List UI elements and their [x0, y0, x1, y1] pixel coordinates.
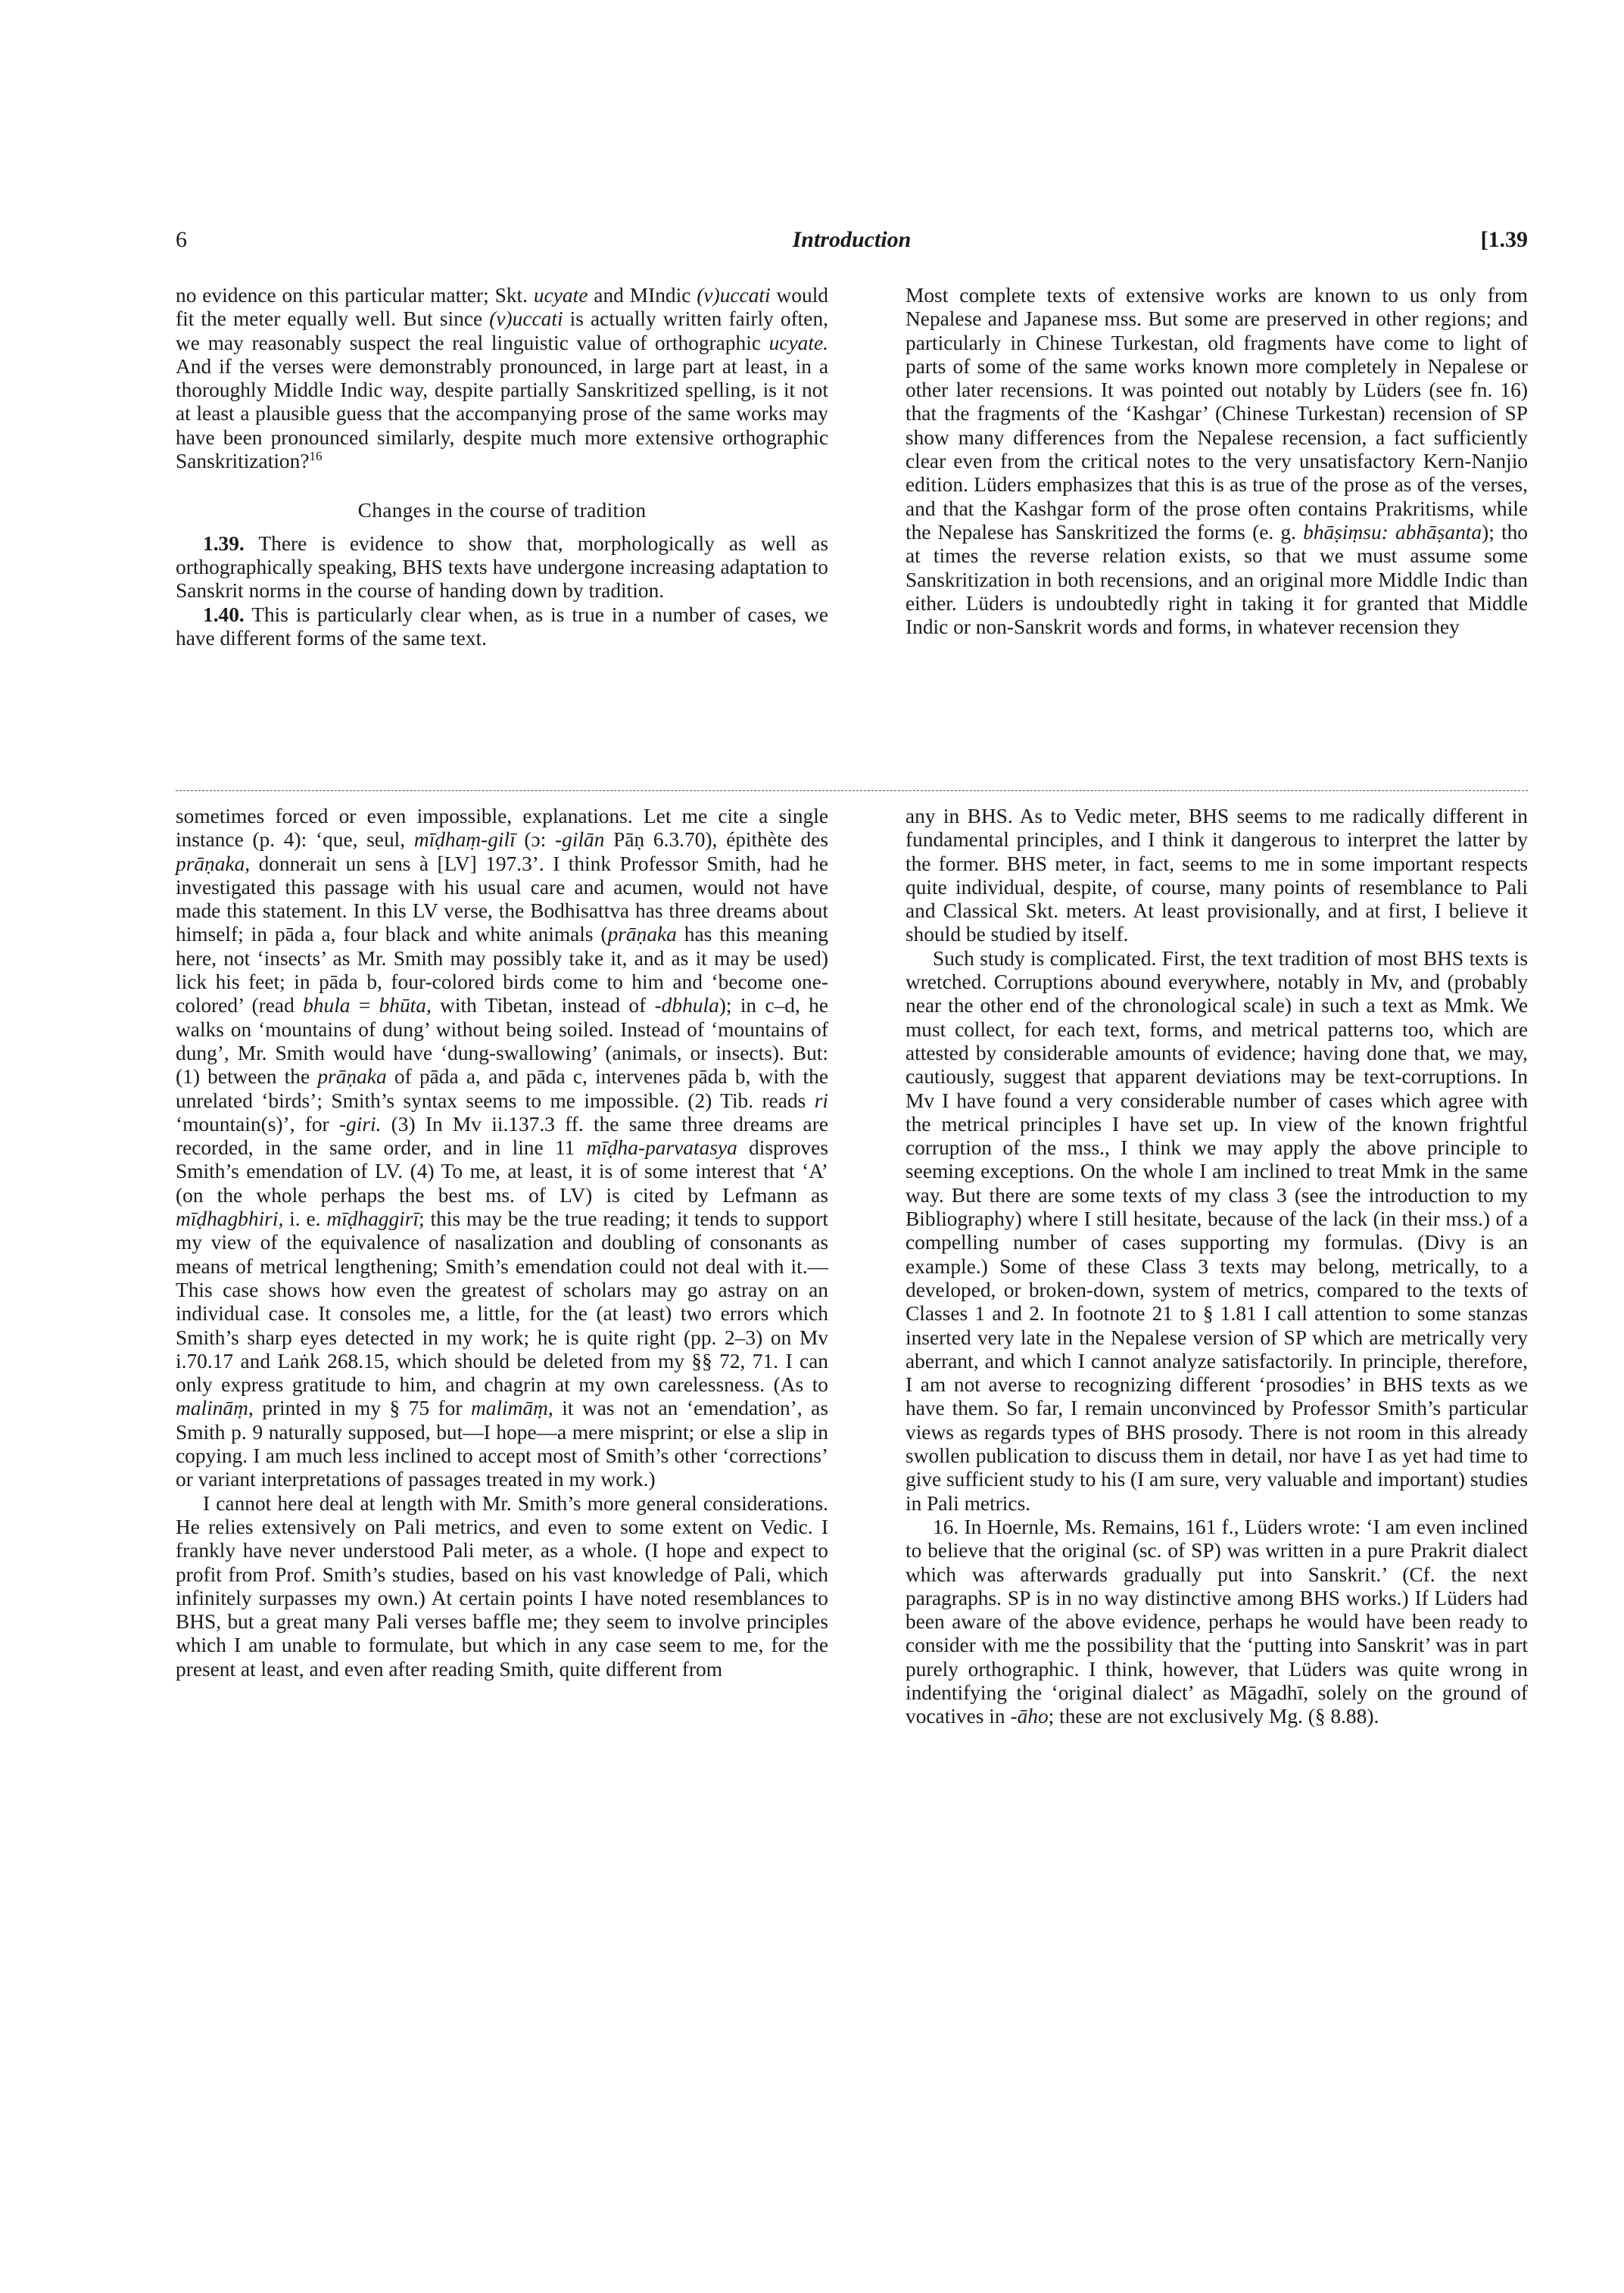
text-run: ; this may be the true reading; it tends to support my view of the equivalence of nasalization and doubling of consonants as means of metrical lengthening; Smith’s emendation could not deal with it.—This case shows how even the greatest of scholars may go astray on an individual case. It consoles me, a little, for the (at least) two errors which Smith’s sharp eyes detected in my work; he is quite right (pp. 2–3) on Mv i.70.17 and Laṅk 268.15, which should be deleted from my §§ 72, 71. I can only express gratitude to him, and chagrin at my own carelessness. (As to [176, 1207, 828, 1397]
text-run: sometimes forced or even impossible, explanations. Let me cite a single instance (p. 4): ‘que, seul, [176, 805, 828, 852]
italic-term: mīḍha-parvatasya [586, 1136, 737, 1160]
italic-term: prāṇaka, [176, 852, 251, 875]
italic-term: prāṇaka [607, 923, 677, 946]
text-run: This is particularly clear when, as is true in a number of cases, we have different forms of the same text. [176, 603, 828, 650]
italic-term: malimāṃ, [470, 1397, 553, 1420]
text-run: There is evidence to show that, morphologically as well as orthographically speaking, BHS texts have undergone increasing adaptation to Sanskrit norms in the course of handing down by tradition. [176, 531, 828, 603]
text-run: ; these are not exclusively Mg. (§ 8.88). [1048, 1705, 1379, 1728]
body-column-right [906, 284, 1528, 639]
italic-term: -gilān [555, 828, 605, 852]
footnote-16 [906, 1516, 1528, 1729]
footnote-paragraph: any in BHS. As to Vedic meter, BHS seems to me radically different in fundamental principles, and I think it dangerous to interpret the latter by the former. BHS meter, in fact, seems to me in some important respects quite individual, despite, of course, many points of resemblance to Pali and Classical Skt. meters. At least provisionally, and at first, I believe it should be studied by itself. [906, 805, 1528, 946]
italic-term: mīḍhagbhiri, [176, 1207, 284, 1231]
italic-term: -giri. [338, 1112, 382, 1136]
footnote-marker: 16 [309, 448, 323, 463]
italic-term: ucyate [533, 284, 588, 307]
text-run: would fit the meter equally well. But since [176, 284, 829, 331]
text-run: = [350, 994, 379, 1017]
text-run: and MIndic [588, 284, 697, 307]
text-run: donnerait un sens à [LV] 197.3’. I think Professor Smith, had he investigated this passage with his usual care and acumen, would not have made this statement. In this LV verse, the Bodhisattva has three dreams about himself; in pāda a, four black and white animals ( [176, 852, 828, 946]
text-run: 16. In Hoernle, Ms. Remains, 161 f., Lüders wrote: ‘I am even inclined to believe that the original (sc. of SP) was written in a pure Prakrit dialect which was afterwards gradually put into Sanskrit.’ (Cf. the next paragraphs. SP is in no way distinctive among BHS works.) If Lüders had been aware of the above evidence, perhaps he would have been ready to consider with me the possibility that the ‘putting into Sanskrit’ was in part purely orthographic. I think, however, that Lüders was quite wrong in indentifying the ‘original dialect’ as Māgadhī, solely on the ground of vocatives in [906, 1515, 1528, 1728]
footnote-paragraph: I cannot here deal at length with Mr. Smith’s more general considerations. He relies extensively on Pali metrics, and even to some extent on Vedic. I frankly have never understood Pali meter, as a whole. (I hope and expect to profit from Prof. Smith’s studies, based on his vast knowledge of Pali, which infinitely surpasses my own.) At certain points I have noted resemblances to BHS, but a great many Pali verses baffle me; they seem to involve principles which I am unable to formulate, but which in any case seem to me, for the present at least, and even after reading Smith, quite different from [176, 1491, 828, 1681]
italic-term: mīḍhaṃ-gilī [413, 828, 516, 852]
paragraph-number: 1.40. [203, 603, 245, 626]
body-paragraph [906, 284, 1528, 639]
text-run: has this meaning here, not ‘insects’ as Mr. Smith may possibly take it, and as it may be used) lick his feet; in pāda b, four-colored birds come to him and ‘become one-colored’ (read [176, 923, 828, 1017]
paragraph-number: 1.39. [203, 531, 245, 555]
text-run: ); in c–d, he walks on ‘mountains of dung’ without being soiled. Instead of ‘mountains of dung’, Mr. Smith would have ‘dung-swallowing’ (animals, or insects). But: (1) between the [176, 994, 829, 1089]
text-run: (ɔ: [515, 828, 556, 852]
text-run: disproves Smith’s emendation of LV. (4) To me, at least, it is of some interest that ‘A’ (on the whole perhaps the best ms. of LV) is cited by Lefmann as [176, 1136, 828, 1207]
section-subheading: Changes in the course of tradition [357, 499, 647, 522]
footnote-column-right [906, 805, 1528, 1729]
italic-term: malināṃ, [176, 1397, 254, 1420]
italic-term: ucyate. [768, 331, 828, 354]
body-paragraph [176, 284, 828, 473]
text-run: ‘mountain(s)’, for [176, 1112, 339, 1136]
text-run: printed in my § 75 for [253, 1397, 471, 1420]
text-run: (3) In Mv ii.137.3 ff. the same three dreams are recorded, in the same order, and in line 11 [176, 1112, 828, 1160]
italic-term: -āho [1010, 1705, 1049, 1728]
text-run: ); tho at times the reverse relation exists, so that we must assume some Sanskritization in both recensions, and an original more Middle Indic than either. Lüders is undoubtedly right in taking it for granted that Middle Indic or non-Sanskrit words and forms, in whatever recension they [906, 520, 1528, 639]
footnote-divider [176, 790, 1528, 791]
italic-term: (v)uccati [697, 284, 771, 307]
footnote-paragraph [176, 805, 828, 1492]
italic-term: mīḍhaggirī [326, 1207, 419, 1231]
text-run: no evidence on this particular matter; Skt. [176, 284, 534, 307]
running-header [176, 227, 1528, 265]
text-run: i. e. [283, 1207, 327, 1231]
page-number: 6 [176, 227, 187, 252]
text-run: of pāda a, and pāda c, intervenes pāda b, with the unrelated ‘birds’; Smith’s syntax seems to me impossible. (2) Tib. reads [176, 1065, 828, 1112]
footnote-paragraph: Such study is complicated. First, the text tradition of most BHS texts is wretched. Corruptions abound everywhere, notably in Mv, and (probably near the other end of the chronological scale) in such a text as Mmk. We must collect, for each text, forms, and metrical patterns too, which are attested by considerable amounts of evidence; having done that, we may, cautiously, suggest that apparent deviations may be text-corruptions. In Mv I have found a very considerable number of cases which agree with the metrical principles I have set up. In view of the known frightful corruption of the mss., I think we may apply the above principle to seeming exceptions. On the whole I am inclined to treat Mmk in the same way. But there are some texts of my class 3 (see the introduction to my Bibliography) where I still hesitate, because of the lack (in their mss.) of a compelling number of cases supporting my formulas. (Divy is an example.) Some of these Class 3 texts may belong, metrically, to a developed, or broken-down, system of metrics, compared to the texts of Classes 1 and 2. In footnote 21 to § 1.81 I call attention to some stanzas inserted very late in the Nepalese version of SP which are metrically very aberrant, and which I cannot analyze satisfactorily. In principle, therefore, I am not averse to recognizing different ‘prosodies’ in BHS texts as we have them. So far, I remain unconvinced by Professor Smith’s particular views as regards types of BHS prosody. There is not room in this already swollen publication to discuss them in detail, nor have I as yet had time to give sufficient study to his (I am sure, very valuable and important) studies in Pali metrics. [906, 946, 1528, 1515]
numbered-paragraph [176, 532, 828, 603]
italic-term: ri [814, 1089, 828, 1112]
text-run: is actually written fairly often, we may reasonably suspect the real linguistic value of orthographic [176, 307, 828, 354]
text-run: And if the verses were demonstrably pronounced, in large part at least, in a thoroughly Middle Indic way, despite partially Sanskritized spelling, is it not at least a plausible guess that the accompanying prose of the same works may have been pronounced similarly, despite much more extensive orthographic Sanskritization? [176, 354, 828, 473]
section-reference: [1.39 [1480, 227, 1528, 252]
running-title: Introduction [792, 227, 912, 252]
italic-term: bhula [303, 994, 351, 1017]
text-run: Most complete texts of extensive works are known to us only from Nepalese and Japanese mss. But some are preserved in other regions; and particularly in Chinese Turkestan, old fragments have come to light of parts of some of the same works known more completely in Nepalese or other later recensions. It was pointed out notably by Lüders (see fn. 16) that the fragments of the ‘Kashgar’ (Chinese Turkestan) recension of SP show many differences from the Nepalese recension, a fact sufficiently clear even from the critical notes to the very unsatisfactory Kern-Nanjio edition. Lüders emphasizes that this is as true of the prose as of the verses, and that the Kashgar form of the prose often contains Prakritisms, while the Nepalese has Sanskritized the forms (e. g. [906, 284, 1528, 544]
text-run: Pāṇ 6.3.70), épithète des [604, 828, 828, 852]
italic-term: prāṇaka [317, 1065, 387, 1089]
italic-term: (v)uccati [489, 307, 563, 331]
text-run: it was not an ‘emendation’, as Smith p. 9 naturally supposed, but—I hope—a mere misprint; or else a slip in copying. I am much less inclined to accept most of Smith’s other ‘corrections’ or variant interpretations of passages treated in my work.) [176, 1397, 828, 1491]
italic-term: -dbhula [654, 994, 719, 1017]
numbered-paragraph [176, 603, 828, 651]
italic-term: bhāṣiṃsu: abhāṣanta [1303, 520, 1482, 544]
footnote-column-left [176, 805, 828, 1681]
italic-term: bhūta, [379, 994, 432, 1017]
body-column-left [176, 284, 828, 650]
text-run: with Tibetan, instead of [431, 994, 655, 1017]
